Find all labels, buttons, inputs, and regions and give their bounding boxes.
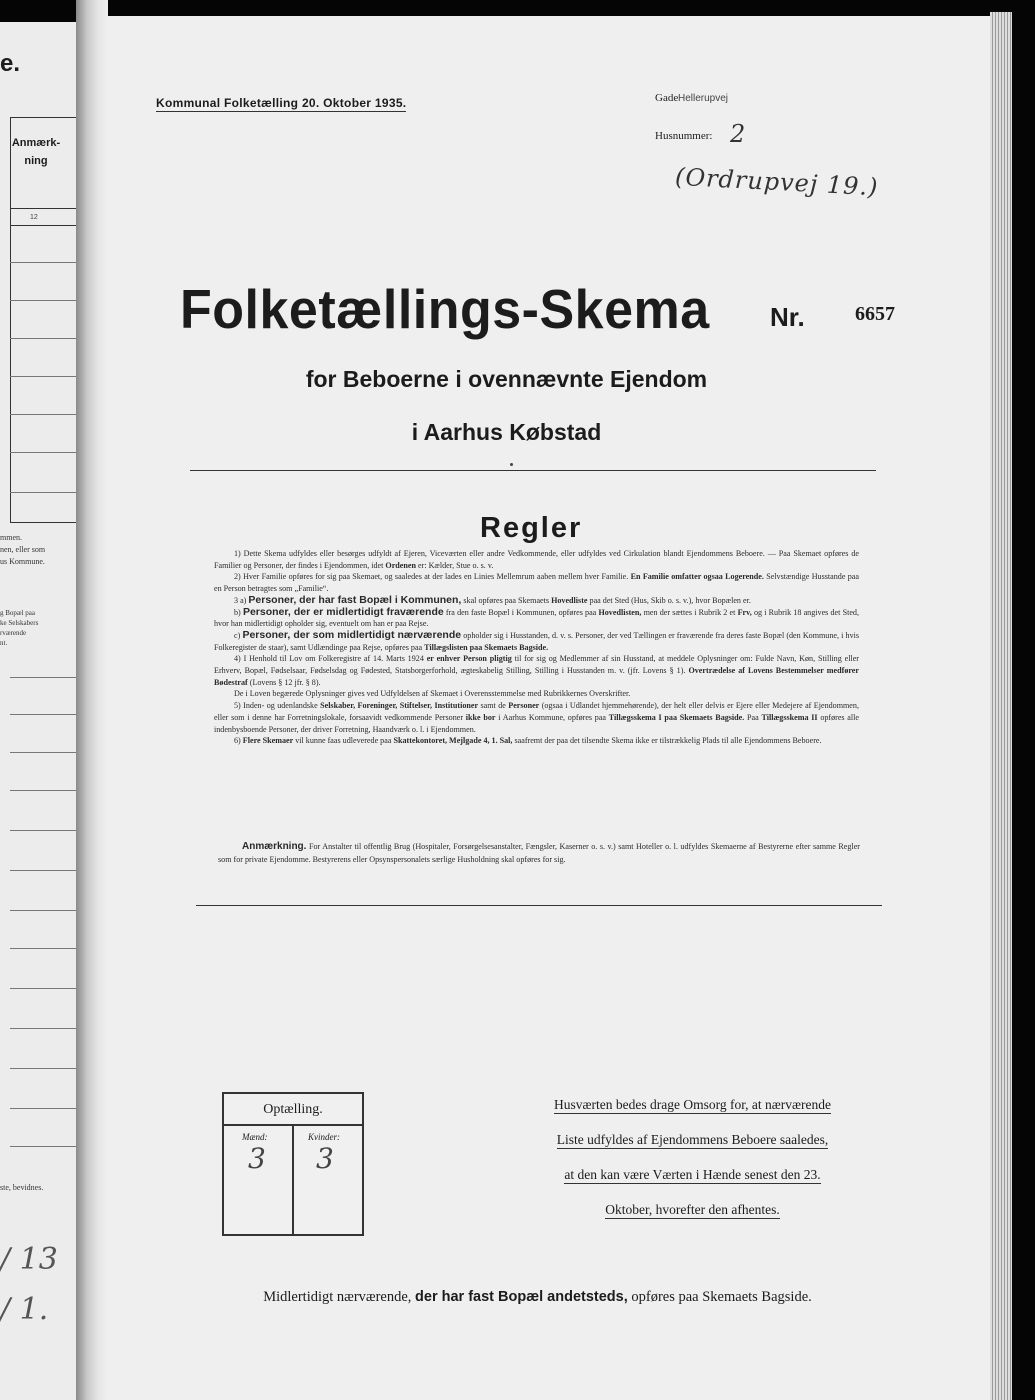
form-subtitle: for Beboerne i ovennævnte Ejendom xyxy=(305,366,708,392)
left-page-rule xyxy=(10,910,78,911)
form-title: Folketællings-Skema xyxy=(180,279,710,341)
left-page-rule xyxy=(10,830,78,831)
left-page-rule xyxy=(10,948,78,949)
gade-label: Gade xyxy=(655,92,679,104)
left-page-heading-fragment: e. xyxy=(0,50,21,77)
rule-1: 1) Dette Skema udfyldes eller besørges udfyldt af Ejeren, Viceværten eller andre Vedkommende, eller udfyldes ved Cirkulation blandt Ejendommens Beboere. — Paa Skemaet opføres de Familier og Personer, der findes i Ejendommen, idet Ordenen er: Kælder, Stue o. s. v. xyxy=(214,549,859,570)
rule-3b: b) Personer, der er midlertidigt fraværende fra den faste Bopæl i Kommunen, opføres paa Hovedlisten, men der sættes i Rubrik 2 et Frv, og i Rubrik 18 angives det Sted, hvor han midlertidigt opholder sig, eventuelt om han er paa Rejse. xyxy=(214,605,859,629)
left-page-rule xyxy=(10,522,78,523)
left-page-column-number: 12 xyxy=(30,214,38,221)
rule-2: 2) Hver Familie opføres for sig paa Skemaet, og saaledes at der lades en Linies Mellemrum aaben mellem hver Familie. En Familie omfatter ogsaa Logerende. Selvstændige Husstande paa en Person betragtes som „Familie“. xyxy=(214,572,859,594)
form-number-label: Nr. xyxy=(770,302,805,332)
count-box xyxy=(222,1092,364,1236)
rules-body xyxy=(214,548,859,747)
left-page-column-header: Anmærk- ning xyxy=(11,137,61,167)
rule-6: 6) Flere Skemaer vil kunne faas udleverede paa Skattekontoret, Mejlgade 4, 1. Sal, saafremt der paa det tilsendte Skema ikke er tilstrækkelig Plads til alle Ejendommens Beboere. xyxy=(234,736,822,746)
left-page-fragment xyxy=(0,22,78,1400)
left-page-rule xyxy=(10,492,78,493)
left-page-border xyxy=(10,117,11,522)
footer-note: Midlertidigt nærværende, der har fast Bopæl andetsteds, opføres paa Skemaets Bagside. xyxy=(263,1289,812,1305)
left-page-rule xyxy=(10,338,78,339)
husnummer-value: 2 xyxy=(730,120,746,148)
annotation-text: For Anstalter til offentlig Brug (Hospitaler, Forsørgelsesanstalter, Fængsler, Kaserner o. s. v.) samt Hoteller o. l. udfyldes Skemaerne af Bestyrerne efter samme Regler som for private Ejendomme. Bestyrerens eller Opsynspersonalets særlige Husholdning skal opføres for sig. xyxy=(218,842,860,864)
left-page-rule xyxy=(10,790,78,791)
rule-5: 5) Inden- og udenlandske Selskaber, Foreninger, Stiftelser, Institutioner samt de Personer (ogsaa i Udlandet hjemmehørende), der helt eller delvis er Ejere eller Medejere af Ejendommen, eller som i denne har Forretningslokale, forsaavidt vedkommende Personer ikke bor i Aarhus Kommune, opføres paa Tillægsskema I paa Skemaets Bagside. Paa Tillægsskema II opføres alle indenbysboende Personer, der driver Forretning, Haandværk o. l. i Ejendommen. xyxy=(214,701,859,734)
men-count: 3 xyxy=(248,1142,266,1175)
left-page-rule xyxy=(10,1108,78,1109)
women-count: 3 xyxy=(316,1142,334,1175)
handwritten-address-note: (Ordrupvej 19.) xyxy=(674,162,880,202)
left-page-note-1: mmen. nen, eller som us Kommune. xyxy=(0,533,46,566)
form-subtitle-location: i Aarhus Købstad xyxy=(411,419,602,445)
left-page-handwriting: / 13 xyxy=(0,1242,58,1277)
left-page-rule xyxy=(10,414,78,415)
left-page-rule xyxy=(10,677,78,678)
left-page-note-3: ste, bevidnes. xyxy=(0,1183,44,1192)
census-header: Kommunal Folketælling 20. Oktober 1935. xyxy=(156,96,407,110)
women-label: Kvinder: xyxy=(308,1132,340,1142)
section-divider xyxy=(190,470,876,471)
left-page-rule xyxy=(10,262,78,263)
left-page-rule xyxy=(10,752,78,753)
left-page-handwriting: / 1. xyxy=(0,1292,49,1327)
page-edges xyxy=(990,12,1012,1400)
left-page-rule xyxy=(10,1028,78,1029)
rule-3c: c) Personer, der som midlertidigt nærværende opholder sig i Husstanden, d. v. s. Personer, der ved Tællingen er fraværende fra deres faste Bopæl (den Kommune, i hvis Folkeregister de staar), samt Udlændinge paa Rejse, opføres paa Tillægslisten paa Skemaets Bagside. xyxy=(214,628,860,652)
left-page-rule xyxy=(10,1068,78,1069)
left-page-rule xyxy=(10,225,78,226)
rule-3a: 3 a) Personer, der har fast Bopæl i Kommunen, skal opføres paa Skemaets Hovedliste paa det Sted (Hus, Skib o. s. v.), hvor Bopælen er. xyxy=(234,593,751,606)
count-box-divider xyxy=(292,1126,294,1234)
annotation-label: Anmærkning. xyxy=(242,841,307,852)
husnummer-label: Husnummer: xyxy=(655,130,713,142)
gade-value: Hellerupvej xyxy=(678,93,729,104)
left-page-rule xyxy=(10,714,78,715)
rules-heading: Regler xyxy=(480,512,583,544)
ink-dot xyxy=(510,463,513,466)
count-box-title: Optælling. xyxy=(224,1094,362,1126)
left-page-rule xyxy=(10,117,78,118)
left-page-rule xyxy=(10,870,78,871)
annotation-block xyxy=(218,841,860,866)
left-page-rule xyxy=(10,300,78,301)
rule-4: 4) I Henhold til Lov om Folkeregistre af 14. Marts 1924 er enhver Person pligtig til for sig og Medlemmer af sin Husstand, at meddele Oplysninger om: Fulde Navn, Køn, Stilling eller Erhverv, Bopæl, Fødselsaar, Fødselsdag og Fødested, Statsborgerforhold, ægteskabelig Stilling, Stilling i Husstanden m. v. (jfr. Lovens § 1). Overtrædelse af Lovens Bestemmelser medfører Bødestraf (Lovens § 12 jfr. § 8). xyxy=(214,654,859,687)
left-page-rule xyxy=(10,1146,78,1147)
landlord-notice-line: at den kan være Værten i Hænde senest den 23. xyxy=(564,1167,821,1182)
left-page-rule xyxy=(10,452,78,453)
landlord-notice-line: Husværten bedes drage Omsorg for, at nærværende xyxy=(553,1097,832,1112)
book-gutter xyxy=(76,0,108,1400)
left-page-rule xyxy=(10,208,78,209)
landlord-notice-line: Liste udfyldes af Ejendommens Beboere saaledes, xyxy=(556,1132,829,1147)
rule-4b: De i Loven begærede Oplysninger gives ved Udfyldelsen af Skemaet i Overensstemmelse med Rubrikkernes Overskrifter. xyxy=(234,689,631,699)
left-page-rule xyxy=(10,988,78,989)
landlord-notice-line: Oktober, hvorefter den afhentes. xyxy=(605,1202,780,1217)
men-label: Mænd: xyxy=(242,1132,268,1142)
left-page-note-2: g Bopæl paa ke Selskabers rværende nt. xyxy=(0,609,39,647)
section-divider xyxy=(196,905,882,906)
form-number-value: 6657 xyxy=(855,303,895,325)
